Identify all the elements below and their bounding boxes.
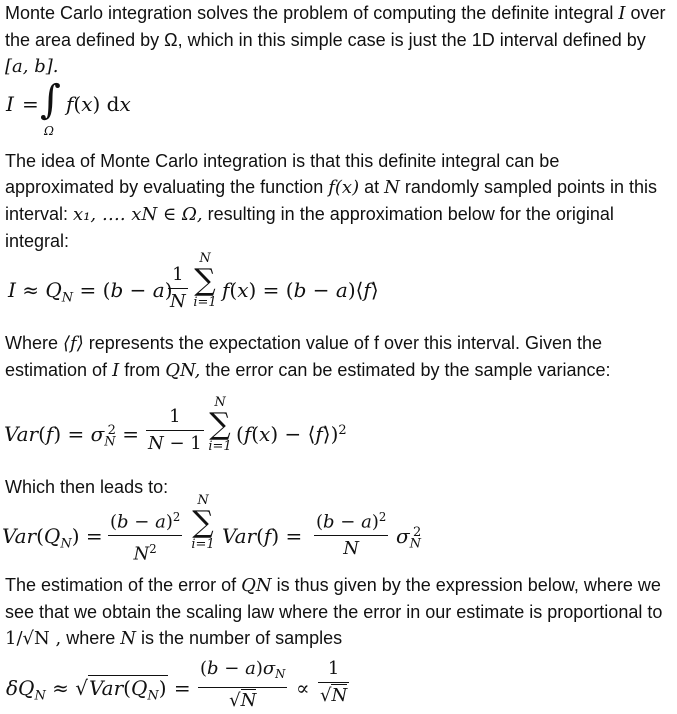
equation-variance: $Var(f) = \sigma_N^2$ = $\frac{1}{N - 1}$ N ∑ i=1 (f(x) − ⟨f⟩)$^2$: [4, 395, 347, 454]
paragraph-expectation: [5, 330, 673, 384]
paragraph-idea: [5, 148, 673, 254]
error-text-2: is thus given by the expression below, where we see that we obtain the scaling law where the error in our estimate is proportional to: [5, 575, 663, 622]
expectation-text-2: represents the expectation value of f over this interval. Given the estimation of: [5, 333, 603, 380]
intro-text: Monte Carlo integration solves the problem of computing the definite integral: [5, 3, 614, 23]
estimate-I: I: [112, 360, 120, 381]
summation-symbol: N ∑ i=1: [193, 251, 217, 310]
estimate-QN: QN,: [165, 360, 201, 381]
expectation-text-3: the error can be estimated by the sample variance:: [205, 360, 611, 380]
expectation-from: from: [124, 360, 161, 380]
paragraph-error: [5, 572, 673, 652]
equation-variance-QN: $Var(Q_N)$ = $\frac{(b - a)^2}{N^2}$ N ∑ i=1 Var(f) = $\frac{(b - a)^2}{N}$ $\sigma_N^2$: [2, 493, 422, 565]
error-text-3: is the number of samples: [141, 628, 343, 648]
summation-symbol: N ∑ i=1: [208, 395, 232, 454]
summation-symbol: N ∑ i=1: [191, 493, 215, 552]
equation-approximation: $I \approx Q_N = (b - a)$ $\frac{1}{N}$ N ∑ i=1 f(x) = (b − a)⟨f⟩: [8, 251, 379, 312]
error-rate: 1/√N ,: [5, 628, 62, 649]
error-QN: QN: [241, 575, 272, 596]
idea-at: at: [364, 177, 380, 197]
interval-ab: [a, b].: [5, 56, 59, 77]
idea-text-2: randomly sampled points in this interval:: [5, 177, 658, 224]
intro-text-2: over the area defined by Ω, which in this simple case is just the 1D interval defined by: [5, 3, 666, 50]
sample-points: x₁, …. xN ∈ Ω,: [73, 204, 203, 225]
error-N: N: [120, 628, 136, 649]
integral-symbol-I: I: [618, 3, 626, 24]
leads-text: Which then leads to:: [5, 477, 169, 497]
idea-text-3: resulting in the approximation below for the original integral:: [5, 204, 614, 251]
error-text: The estimation of the error of: [5, 575, 237, 595]
expectation-text: Where: [5, 333, 59, 353]
paragraph-intro: [5, 0, 673, 80]
error-where: where: [66, 628, 116, 648]
sample-count-N: N: [384, 177, 400, 198]
equation-error-scaling: $\delta Q_N \approx √Var(Q_N)$ = $\frac{(b - a)\sigma_N}{√N}$ ∝ $\frac{1}{√N}$: [6, 658, 348, 712]
equation-integral: I = ∫ Ω f(x) dx: [6, 77, 131, 138]
expectation-symbol: ⟨f⟩: [63, 333, 84, 354]
idea-text: The idea of Monte Carlo integration is that this definite integral can be approximated by evaluating the function: [5, 151, 560, 197]
function-fx: f(x): [328, 177, 360, 198]
